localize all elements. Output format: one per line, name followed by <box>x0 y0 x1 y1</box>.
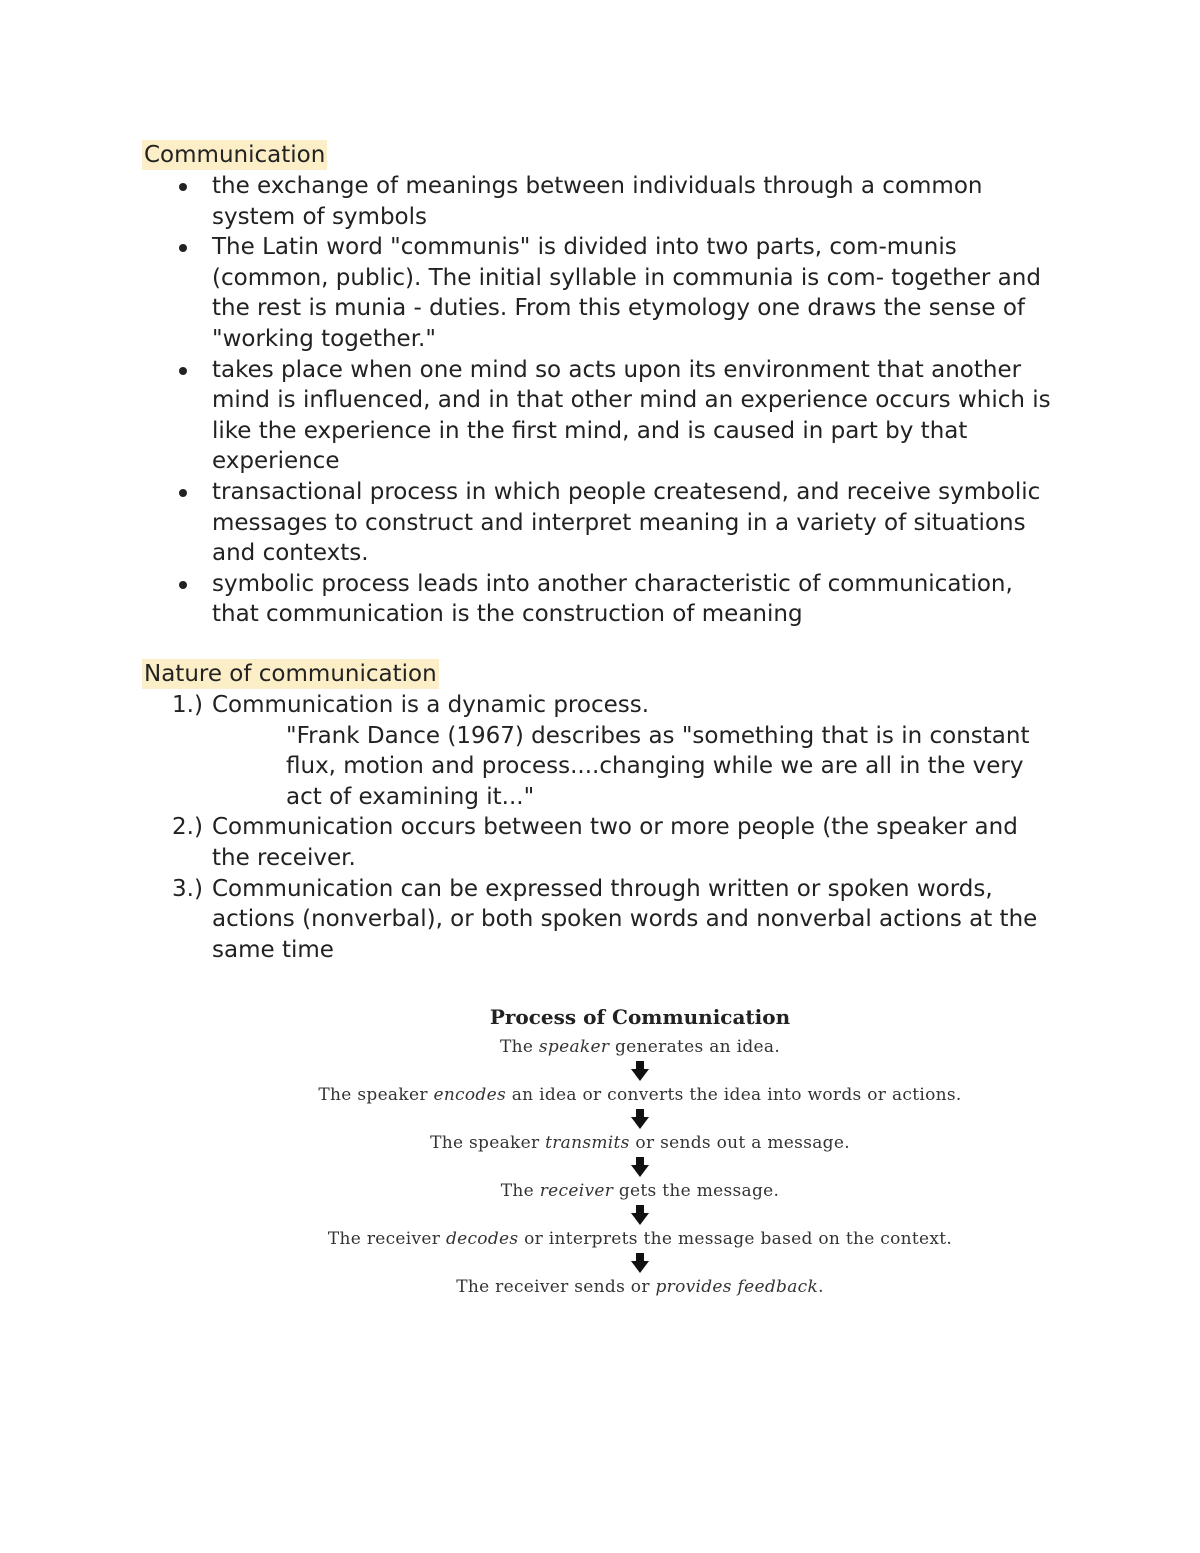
section-heading-nature-of-communication: Nature of communication <box>144 661 437 687</box>
process-step: The speaker generates an idea. <box>499 1037 781 1057</box>
down-arrow-icon <box>230 1106 1050 1132</box>
bullet-item: takes place when one mind so acts upon its environment that another mind is influenced, and in that other mind an experience occurs which is like the experience in the first mind, and is caused in part by that experience <box>142 355 1062 477</box>
down-arrow-icon <box>230 1250 1050 1276</box>
numbered-item <box>142 874 1062 966</box>
process-step: The speaker transmits or sends out a message. <box>430 1133 850 1153</box>
process-step: The receiver decodes or interprets the message based on the context. <box>327 1229 953 1249</box>
bullet-item: transactional process in which people createsend, and receive symbolic messages to construct and interpret meaning in a variety of situations and contexts. <box>142 477 1062 569</box>
item-text: Communication is a dynamic process. <box>212 692 650 718</box>
down-arrow-icon <box>230 1058 1050 1084</box>
numbered-item <box>142 812 1062 873</box>
process-step: The receiver sends or provides feedback. <box>456 1277 824 1297</box>
item-number: 2.) <box>172 814 203 841</box>
section-heading-communication: Communication <box>144 142 326 168</box>
item-number: 3.) <box>172 875 203 902</box>
item-quote: "Frank Dance (1967) describes as "something that is in constant flux, motion and process....changing while we are all in the very act of examining it..." <box>286 722 1030 810</box>
process-step: The receiver gets the message. <box>500 1181 780 1201</box>
bullet-item: The Latin word "communis" is divided into two parts, com-munis (common, public). The initial syllable in communia is com- together and the rest is munia - duties. From this etymology one draws the sense of "working together." <box>142 232 1062 354</box>
bullet-item: the exchange of meanings between individuals through a common system of symbols <box>142 171 1062 232</box>
bullet-item: symbolic process leads into another characteristic of communication, that communication is the construction of meaning <box>142 569 1062 630</box>
numbered-item <box>142 690 1062 812</box>
down-arrow-icon <box>230 1154 1050 1180</box>
nature-numbered-list <box>142 690 1062 965</box>
figure-title: Process of Communication <box>489 1005 791 1029</box>
item-text: Communication occurs between two or more people (the speaker and the receiver. <box>212 814 1018 871</box>
item-text: Communication can be expressed through written or spoken words, actions (nonverbal), or both spoken words and nonverbal actions at the same time <box>212 875 1038 963</box>
item-number: 1.) <box>172 692 203 718</box>
down-arrow-icon <box>230 1202 1050 1228</box>
process-of-communication-figure <box>230 998 1050 1328</box>
process-step: The speaker encodes an idea or converts the idea into words or actions. <box>318 1085 962 1105</box>
communication-bullet-list <box>142 171 1062 630</box>
